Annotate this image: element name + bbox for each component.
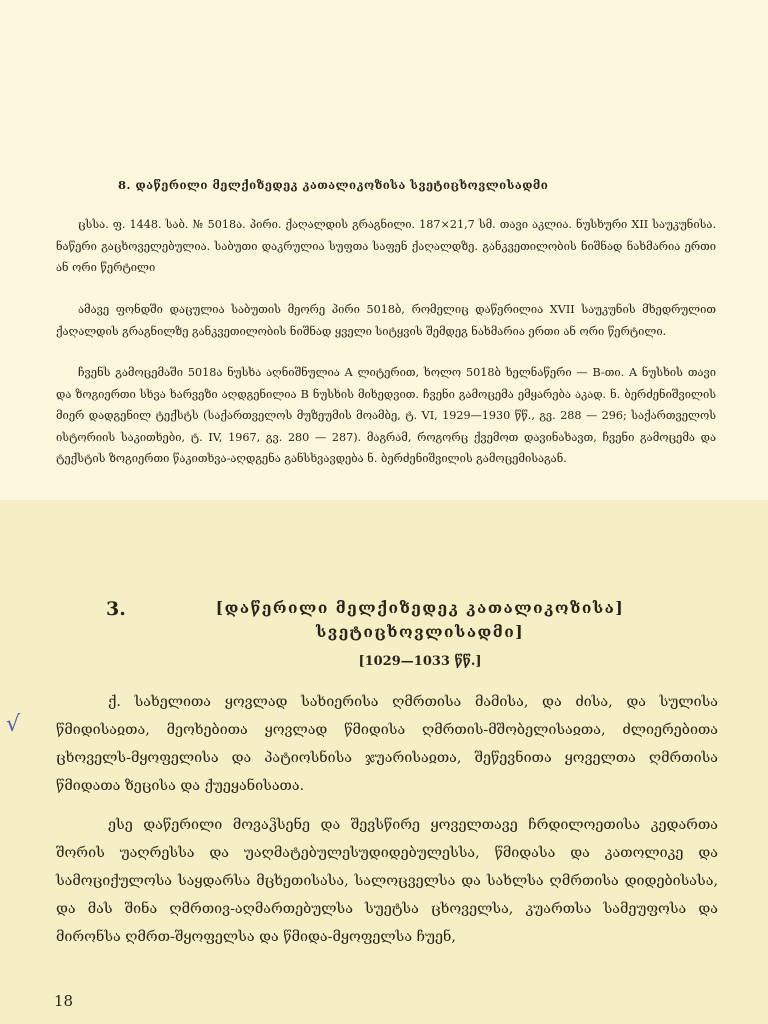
page-number: 18: [54, 992, 74, 1010]
document-text-paragraph-2: ესე დაწერილი მოვაჴსენე და შევსწირე ყოველთავე ჩრდილოეთისა კედართა შორის უაღრესსა და უაღმატებულესუდიდებულესსა, წმიდასა და კათოლიკე და სამოციქულოსა საყდარსა მცხეთისასა, სალოცველსა და სახლსა ღმრთისა დიდებისასა, და მას შინა ღმრთივ-აღმართებულსა სუეტსა ცხოველსა, კუართსა სამეუფოსა და მირონსა ღმრთ-შყოფელსა და წმიდა-მყოფელსა ჩუენ,: [56, 817, 718, 945]
section-header: 8. დაწერილი მელქიზედეკ კათალიკოზისა სვეტიცხოვლისადმი: [118, 178, 549, 192]
document-text-paragraph-1: ქ. სახელითა ყოვლად სახიერისა ღმრთისა მამისა, და ძისა, და სულისა წმიდისაჲთა, მეოხებითა ყოვლად წმიდისა ღმრთის-მშობელისაჲთა, ძლიერებითა ცხოველს-მყოფელისა და პატიოსნისა ჯუარისაჲთა, შეწევნითა ყოველთა ღმრთისა წმიდათა ზეცისა და ქუეყანისათა.: [56, 694, 718, 794]
margin-check-mark: √: [6, 712, 21, 737]
document-date: [1029—1033 წწ.]: [358, 654, 482, 669]
document-number: 3.: [106, 598, 126, 620]
document-title: [დაწერილი მელქიზედეკ კათალიკოზისა] სვეტიცხოვლისადმი]: [215, 598, 625, 641]
commentary-paragraph-3: ჩვენს გამოცემაში 5018ა ნუსხა აღნიშნულია A ლიტერით, ხოლო 5018ბ ხელნაწერი — B-თი. A ნუსხის თავი და ზოგიერთი სხვა ხარვეზი აღდგენილია B ნუსხის მიხედვით. ჩვენი გამოცემა ემყარება აკად. ნ. ბერძენიშვილის მიერ დადგენილ ტექსტს (საქართველოს მუზეუმის მოამბე, ტ. VI, 1929—1930 წწ., გვ. 288 — 296; საქართველოს ისტორიის საკითხები, ტ. IV, 1967, გვ. 280 — 287). მაგრამ, როგორც ქვემოთ დავინახავთ, ჩვენი გამოცემა და ტექსტის ზოგიერთი წაკითხვა-აღდგენა განსხვავდება ნ. ბერძენიშვილის გამოცემისაგან.: [56, 366, 716, 465]
commentary-paragraph-1: ცსსა. ფ. 1448. საბ. № 5018ა. პირი. ქაღალდის გრაგნილი. 187×21,7 სმ. თავი აკლია. ნუსხური XII საუკუნისა. ნაწერი გაცხოველებულია. საბუთი დაკრულია სუფთა საფენ ქაღალდზე. განკვეთილობის ნიშნად ნახმარია ერთი ან ორი წერტილი: [56, 218, 716, 274]
commentary-paragraph-2: ამავე ფონდში დაცულია საბუთის მეორე პირი 5018ბ, რომელიც დაწერილია XVII საუკუნის მხედრულით ქაღალდის გრაგნილზე განკვეთილობის ნიშნად ყველი სიტყვის შემდეგ ნახმარია ერთი ან ორი წერტილი.: [56, 303, 716, 338]
